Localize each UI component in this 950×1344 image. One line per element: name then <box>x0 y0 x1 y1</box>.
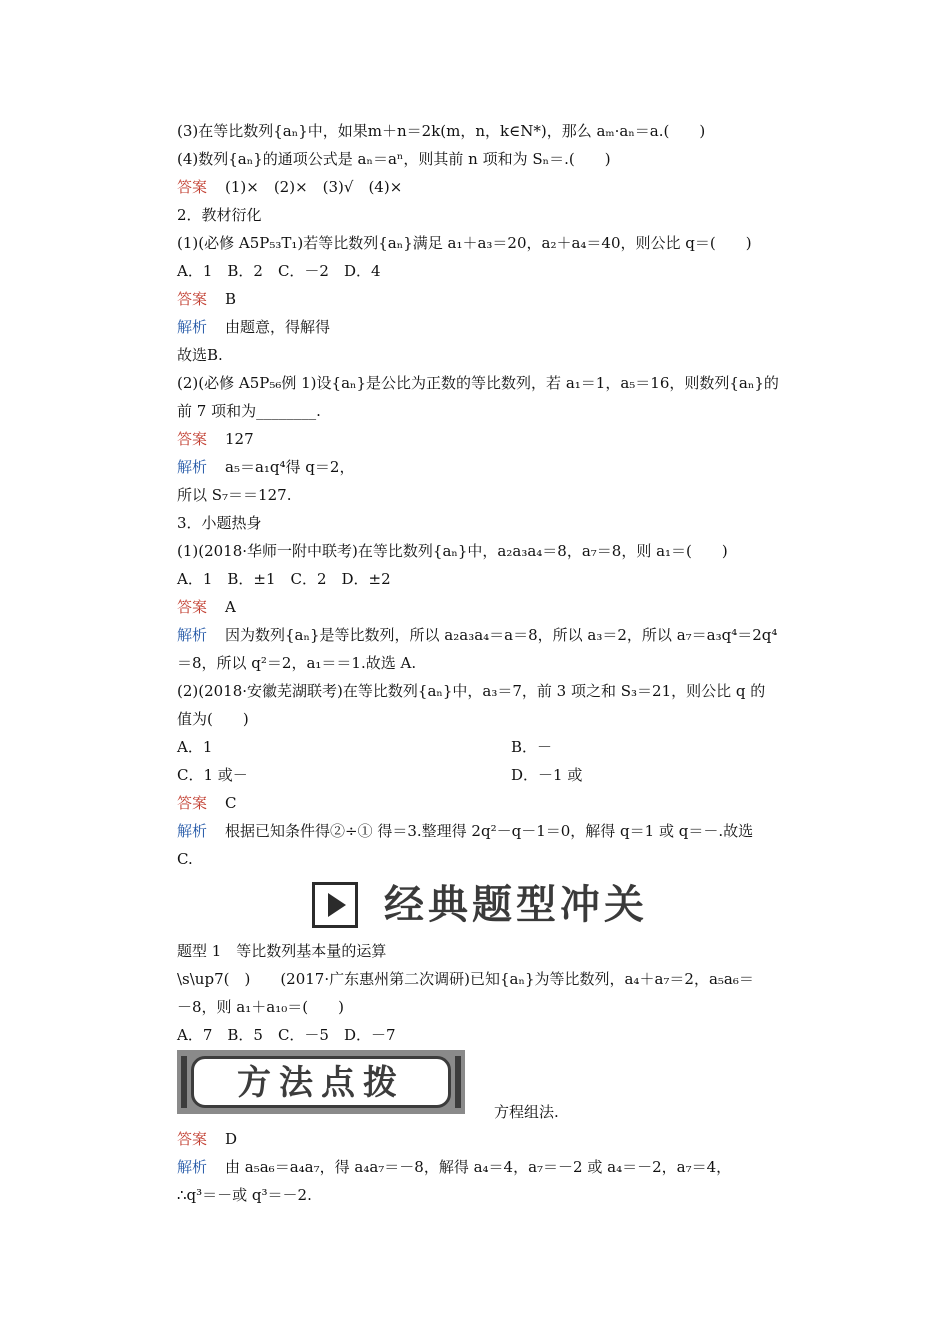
option-a <box>177 736 212 758</box>
answer-label: 答案 <box>177 430 208 448</box>
line-text: (4)数列{aₙ}的通项公式是 aₙ＝aⁿ，则其前 n 项和为 Sₙ＝.( ) <box>177 150 611 168</box>
line-text: (3)在等比数列{aₙ}中，如果m＋n＝2k(m，n，k∈N*)，那么 aₘ·aₙ＝a.( ) <box>177 122 706 140</box>
analysis-line <box>177 456 354 478</box>
text-line <box>177 372 779 394</box>
line-text: B．－ <box>511 738 553 756</box>
option-b <box>511 736 552 758</box>
method-tip-title: 方法点拨 <box>191 1056 451 1108</box>
text-line <box>177 968 754 990</box>
answer-text: D <box>225 1130 238 1148</box>
analysis-label: 解析 <box>177 822 208 840</box>
answer-label: 答案 <box>177 178 208 196</box>
line-text: 2．教材衍化 <box>177 206 262 224</box>
options-line <box>177 260 381 282</box>
text-line <box>177 996 344 1018</box>
line-text: 前 7 项和为________. <box>177 402 321 420</box>
text-line <box>177 484 291 506</box>
line-text: 题型 1 等比数列基本量的运算 <box>177 942 387 960</box>
line-text: ＝8，所以 q²＝2，a₁＝＝1.故选 A. <box>177 654 417 672</box>
text-line <box>177 848 193 870</box>
line-text: ∴q³＝－或 q³＝－2. <box>177 1186 312 1204</box>
analysis-label: 解析 <box>177 626 208 644</box>
topic-heading <box>177 940 386 962</box>
line-text: D．－1 或 <box>511 766 583 784</box>
text-line <box>177 652 416 674</box>
options-line <box>177 1024 396 1046</box>
option-d <box>511 764 582 786</box>
answer-text: C <box>225 794 237 812</box>
answer-text: (1)× (2)× (3)√ (4)× <box>225 178 403 196</box>
analysis-text: 根据已知条件得②÷① 得＝3.整理得 2q²－q－1＝0，解得 q＝1 或 q＝－.故选 <box>225 822 754 840</box>
section-banner <box>312 876 672 934</box>
line-text: A．7 B．5 C．－5 D．－7 <box>177 1026 396 1044</box>
analysis-label: 解析 <box>177 458 208 476</box>
text-line <box>177 120 705 142</box>
answer-label: 答案 <box>177 290 208 308</box>
method-tip-text <box>494 1101 559 1123</box>
bracket-right-icon <box>455 1056 461 1108</box>
section-heading <box>177 204 262 226</box>
answer-line <box>177 596 236 618</box>
analysis-line <box>177 1156 731 1178</box>
line-text: －8，则 a₁＋a₁₀＝( ) <box>177 998 344 1016</box>
analysis-label: 解析 <box>177 1158 208 1176</box>
line-text: C．1 或－ <box>177 766 248 784</box>
answer-text: A <box>225 598 236 616</box>
line-text: (2)(2018·安徽芜湖联考)在等比数列{aₙ}中，a₃＝7，前 3 项之和 S₃＝21，则公比 q 的 <box>177 682 766 700</box>
line-text: (1)(2018·华师一附中联考)在等比数列{aₙ}中，a₂a₃a₄＝8，a₇＝8，则 a₁＝( ) <box>177 542 728 560</box>
line-text: 所以 S₇＝＝127. <box>177 486 292 504</box>
answer-label: 答案 <box>177 1130 208 1148</box>
line-text: C. <box>177 850 193 868</box>
answer-text: B <box>225 290 237 308</box>
answer-label: 答案 <box>177 598 208 616</box>
line-text: 故选B. <box>177 346 223 364</box>
answer-line <box>177 288 236 310</box>
line-text: 方程组法. <box>494 1103 559 1121</box>
answer-text: 127 <box>225 430 254 448</box>
section-heading <box>177 512 262 534</box>
line-text: A．1 B．2 C．－2 D．4 <box>177 262 381 280</box>
analysis-label: 解析 <box>177 318 208 336</box>
text-line <box>177 344 223 366</box>
analysis-text: 由 a₅a₆＝a₄a₇，得 a₄a₇＝－8，解得 a₄＝4，a₇＝－2 或 a₄＝－2，a₇＝4， <box>225 1158 732 1176</box>
answer-label: 答案 <box>177 794 208 812</box>
line-text: 值为( ) <box>177 710 249 728</box>
answer-line <box>177 428 254 450</box>
text-line <box>177 680 765 702</box>
answer-line <box>177 176 402 198</box>
method-tip-box <box>177 1050 465 1114</box>
bracket-left-icon <box>181 1056 187 1108</box>
option-c <box>177 764 248 786</box>
analysis-line <box>177 316 330 338</box>
analysis-text: 由题意，得解得 <box>225 318 331 336</box>
answer-line <box>177 1128 237 1150</box>
analysis-line <box>177 820 753 842</box>
text-line <box>177 232 752 254</box>
answer-line <box>177 792 237 814</box>
text-line <box>177 400 321 422</box>
analysis-text: a₅＝a₁q⁴得 q＝2， <box>225 458 355 476</box>
text-line <box>177 148 611 170</box>
play-icon <box>312 882 358 928</box>
line-text: A．1 B．±1 C．2 D．±2 <box>177 570 391 588</box>
line-text: \s\up7( ) (2017·广东惠州第二次调研)已知{aₙ}为等比数列，a₄＋a₇＝2，a₅a₆＝ <box>177 970 754 988</box>
line-text: 3．小题热身 <box>177 514 262 532</box>
line-text: A．1 <box>177 738 213 756</box>
analysis-text: 因为数列{aₙ}是等比数列，所以 a₂a₃a₄＝a＝8，所以 a₃＝2，所以 a₇＝a₃q⁴＝2q⁴ <box>225 626 778 644</box>
line-text: (2)(必修 A5P₅₆例 1)设{aₙ}是公比为正数的等比数列，若 a₁＝1，a₅＝16，则数列{aₙ}的 <box>177 374 779 392</box>
line-text: (1)(必修 A5P₅₃T₁)若等比数列{aₙ}满足 a₁＋a₃＝20，a₂＋a₄＝40，则公比 q＝( ) <box>177 234 752 252</box>
text-line <box>177 1184 312 1206</box>
text-line <box>177 708 249 730</box>
analysis-line <box>177 624 777 646</box>
banner-title: 经典题型冲关 <box>384 882 648 928</box>
text-line <box>177 540 728 562</box>
options-line <box>177 568 391 590</box>
